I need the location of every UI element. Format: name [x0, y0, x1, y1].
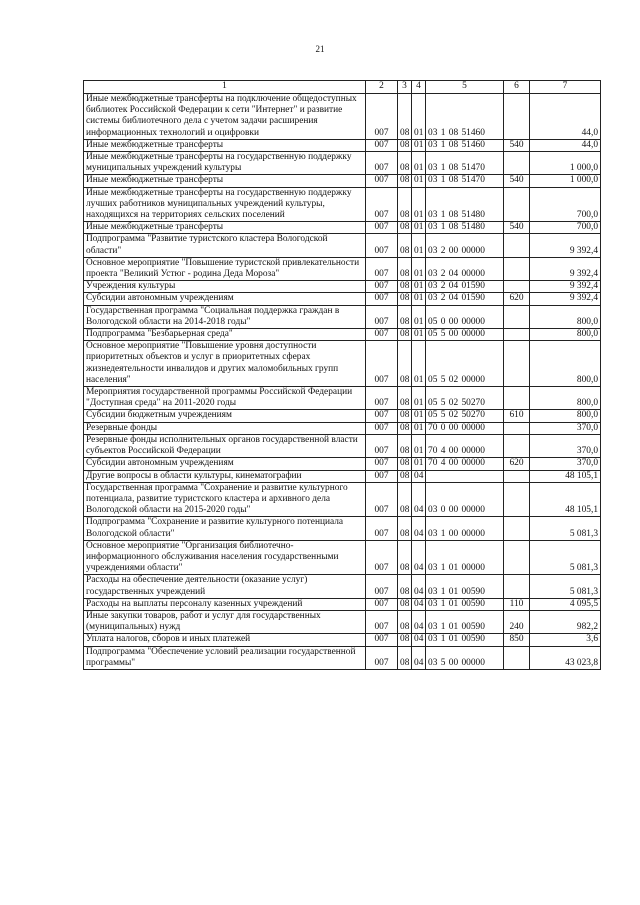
row-pr: 01 — [412, 422, 426, 434]
row-csr: 05 5 02 50270 — [426, 387, 504, 410]
table-row — [84, 305, 601, 328]
row-sum: 5 081,3 — [530, 540, 601, 575]
row-sum: 43 023,8 — [530, 646, 601, 669]
row-pr: 01 — [412, 139, 426, 151]
row-csr: 05 5 02 00000 — [426, 341, 504, 387]
row-vr — [504, 94, 530, 140]
row-name: Другие вопросы в области культуры, кинематографии — [84, 470, 366, 482]
row-name: Государственная программа "Социальная поддержка граждан в Вологодской области на 2014-2018 годы" — [84, 305, 366, 328]
row-ved: 007 — [366, 222, 398, 234]
row-vr — [504, 305, 530, 328]
row-pr: 01 — [412, 329, 426, 341]
row-rz: 08 — [398, 540, 412, 575]
row-csr: 05 5 00 00000 — [426, 329, 504, 341]
row-vr — [504, 257, 530, 280]
row-vr — [504, 234, 530, 257]
row-pr: 01 — [412, 94, 426, 140]
row-name: Иные межбюджетные трансферты — [84, 222, 366, 234]
row-name: Субсидии автономным учреждениям — [84, 458, 366, 470]
row-csr: 03 1 08 51480 — [426, 187, 504, 222]
row-pr: 01 — [412, 305, 426, 328]
row-ved: 007 — [366, 598, 398, 610]
row-csr — [426, 470, 504, 482]
row-ved: 007 — [366, 341, 398, 387]
row-sum: 9 392,4 — [530, 234, 601, 257]
row-rz: 08 — [398, 222, 412, 234]
row-pr: 01 — [412, 434, 426, 457]
row-ved: 007 — [366, 329, 398, 341]
table-header-row — [84, 81, 601, 94]
row-sum: 9 392,4 — [530, 293, 601, 305]
table-row — [84, 139, 601, 151]
row-rz: 08 — [398, 422, 412, 434]
row-pr: 01 — [412, 410, 426, 422]
table-row — [84, 387, 601, 410]
row-vr — [504, 646, 530, 669]
table-row — [84, 329, 601, 341]
row-rz: 08 — [398, 434, 412, 457]
row-sum: 5 081,3 — [530, 517, 601, 540]
row-csr: 03 2 04 00000 — [426, 257, 504, 280]
row-rz: 08 — [398, 281, 412, 293]
row-sum: 5 081,3 — [530, 575, 601, 598]
row-rz: 08 — [398, 94, 412, 140]
row-csr: 03 1 08 51480 — [426, 222, 504, 234]
table-row — [84, 434, 601, 457]
row-ved: 007 — [366, 517, 398, 540]
row-rz: 08 — [398, 646, 412, 669]
row-pr: 04 — [412, 598, 426, 610]
row-csr: 05 0 00 00000 — [426, 305, 504, 328]
row-sum: 1 000,0 — [530, 175, 601, 187]
row-sum: 800,0 — [530, 341, 601, 387]
table-row — [84, 410, 601, 422]
row-name: Резервные фонды исполнительных органов государственной власти субъектов Российской Федерации — [84, 434, 366, 457]
row-rz: 08 — [398, 470, 412, 482]
row-vr: 610 — [504, 410, 530, 422]
row-name: Иные межбюджетные трансферты на государственную поддержку лучших работников муниципальных учреждений культуры, находящихся на территориях сельских поселений — [84, 187, 366, 222]
row-pr: 01 — [412, 222, 426, 234]
row-pr: 01 — [412, 175, 426, 187]
row-pr: 01 — [412, 281, 426, 293]
table-row — [84, 187, 601, 222]
row-ved: 007 — [366, 257, 398, 280]
row-ved: 007 — [366, 281, 398, 293]
row-sum: 370,0 — [530, 458, 601, 470]
row-pr: 01 — [412, 257, 426, 280]
table-row — [84, 540, 601, 575]
row-pr: 04 — [412, 482, 426, 517]
header-col-7: 7 — [530, 81, 601, 94]
row-ved: 007 — [366, 94, 398, 140]
row-ved: 007 — [366, 410, 398, 422]
table-row — [84, 517, 601, 540]
row-ved: 007 — [366, 634, 398, 646]
row-rz: 08 — [398, 634, 412, 646]
row-pr: 01 — [412, 187, 426, 222]
row-name: Уплата налогов, сборов и иных платежей — [84, 634, 366, 646]
row-pr: 01 — [412, 152, 426, 175]
row-rz: 08 — [398, 293, 412, 305]
row-ved: 007 — [366, 305, 398, 328]
row-csr: 70 4 00 00000 — [426, 458, 504, 470]
header-col-6: 6 — [504, 81, 530, 94]
row-vr — [504, 281, 530, 293]
row-ved: 007 — [366, 422, 398, 434]
row-csr: 70 4 00 00000 — [426, 434, 504, 457]
table-row — [84, 634, 601, 646]
row-name: Субсидии автономным учреждениям — [84, 293, 366, 305]
header-col-2: 2 — [366, 81, 398, 94]
row-sum: 800,0 — [530, 410, 601, 422]
row-rz: 08 — [398, 139, 412, 151]
row-sum: 4 095,5 — [530, 598, 601, 610]
row-ved: 007 — [366, 575, 398, 598]
table-row — [84, 281, 601, 293]
row-vr: 240 — [504, 610, 530, 633]
row-rz: 08 — [398, 305, 412, 328]
row-pr: 04 — [412, 540, 426, 575]
budget-table — [83, 80, 601, 670]
row-rz: 08 — [398, 257, 412, 280]
header-col-5: 5 — [426, 81, 504, 94]
table-row — [84, 341, 601, 387]
row-name: Государственная программа "Сохранение и развитие культурного потенциала, развитие туристского кластера и архивного дела Вологодской области на 2015-2020 годы" — [84, 482, 366, 517]
row-rz: 08 — [398, 610, 412, 633]
row-pr: 01 — [412, 341, 426, 387]
row-name: Основное мероприятие "Повышение туристской привлекательности проекта "Великий Устюг - родина Деда Мороза" — [84, 257, 366, 280]
table-row — [84, 175, 601, 187]
row-vr: 540 — [504, 222, 530, 234]
row-ved: 007 — [366, 434, 398, 457]
row-csr: 70 0 00 00000 — [426, 422, 504, 434]
row-csr: 03 1 01 00000 — [426, 540, 504, 575]
row-rz: 08 — [398, 598, 412, 610]
row-vr: 620 — [504, 293, 530, 305]
row-ved: 007 — [366, 646, 398, 669]
row-vr — [504, 387, 530, 410]
row-sum: 700,0 — [530, 222, 601, 234]
row-csr: 03 2 04 01590 — [426, 281, 504, 293]
row-vr — [504, 329, 530, 341]
row-sum: 700,0 — [530, 187, 601, 222]
row-rz: 08 — [398, 341, 412, 387]
row-pr: 01 — [412, 234, 426, 257]
row-pr: 04 — [412, 610, 426, 633]
row-name: Учреждения культуры — [84, 281, 366, 293]
row-name: Иные межбюджетные трансферты — [84, 175, 366, 187]
header-col-1: 1 — [84, 81, 366, 94]
row-ved: 007 — [366, 187, 398, 222]
row-pr: 01 — [412, 293, 426, 305]
row-vr — [504, 517, 530, 540]
table-row — [84, 458, 601, 470]
table-row — [84, 646, 601, 669]
row-rz: 08 — [398, 152, 412, 175]
row-pr: 04 — [412, 517, 426, 540]
row-pr: 04 — [412, 646, 426, 669]
row-name: Подпрограмма "Безбарьерная среда" — [84, 329, 366, 341]
header-col-4: 4 — [412, 81, 426, 94]
table-row — [84, 152, 601, 175]
row-csr: 03 1 01 00590 — [426, 598, 504, 610]
row-sum: 370,0 — [530, 434, 601, 457]
row-csr: 03 1 00 00000 — [426, 517, 504, 540]
row-sum: 982,2 — [530, 610, 601, 633]
row-name: Мероприятия государственной программы Российской Федерации "Доступная среда" на 2011-2020 годы — [84, 387, 366, 410]
row-ved: 007 — [366, 152, 398, 175]
row-name: Расходы на выплаты персоналу казенных учреждений — [84, 598, 366, 610]
row-rz: 08 — [398, 329, 412, 341]
row-ved: 007 — [366, 234, 398, 257]
row-ved: 007 — [366, 175, 398, 187]
header-col-3: 3 — [398, 81, 412, 94]
row-ved: 007 — [366, 387, 398, 410]
row-vr: 620 — [504, 458, 530, 470]
row-rz: 08 — [398, 410, 412, 422]
table-row — [84, 293, 601, 305]
row-sum: 44,0 — [530, 94, 601, 140]
row-sum: 1 000,0 — [530, 152, 601, 175]
row-ved: 007 — [366, 470, 398, 482]
row-vr — [504, 187, 530, 222]
row-sum: 800,0 — [530, 329, 601, 341]
row-name: Иные закупки товаров, работ и услуг для государственных (муниципальных) нужд — [84, 610, 366, 633]
table-row — [84, 422, 601, 434]
row-csr: 03 5 00 00000 — [426, 646, 504, 669]
row-ved: 007 — [366, 482, 398, 517]
row-name: Основное мероприятие "Повышение уровня доступности приоритетных объектов и услуг в приоритетных сферах жизнедеятельности инвалидов и других маломобильных групп населения" — [84, 341, 366, 387]
table-row — [84, 598, 601, 610]
row-vr — [504, 341, 530, 387]
row-csr: 03 1 08 51460 — [426, 139, 504, 151]
row-name: Субсидии бюджетным учреждениям — [84, 410, 366, 422]
table-row — [84, 234, 601, 257]
row-vr: 110 — [504, 598, 530, 610]
row-name: Подпрограмма "Развитие туристского кластера Вологодской области" — [84, 234, 366, 257]
row-vr — [504, 470, 530, 482]
row-ved: 007 — [366, 293, 398, 305]
row-csr: 03 1 08 51470 — [426, 152, 504, 175]
table-row — [84, 470, 601, 482]
row-sum: 9 392,4 — [530, 281, 601, 293]
row-pr: 01 — [412, 387, 426, 410]
row-csr: 05 5 02 50270 — [426, 410, 504, 422]
row-vr: 540 — [504, 139, 530, 151]
row-pr: 04 — [412, 634, 426, 646]
row-name: Основное мероприятие "Организация библиотечно-информационного обслуживания населения государственными учреждениями области" — [84, 540, 366, 575]
row-csr: 03 1 01 00590 — [426, 634, 504, 646]
row-name: Расходы на обеспечение деятельности (оказание услуг) государственных учреждений — [84, 575, 366, 598]
row-sum: 370,0 — [530, 422, 601, 434]
row-rz: 08 — [398, 234, 412, 257]
row-rz: 08 — [398, 575, 412, 598]
row-csr: 03 1 01 00590 — [426, 610, 504, 633]
page-number: 21 — [315, 44, 325, 54]
row-sum: 9 392,4 — [530, 257, 601, 280]
row-name: Иные межбюджетные трансферты на подключение общедоступных библиотек Российской Федерации к сети "Интернет" и развитие системы библиотечного дела с учетом задачи расширения информационных технологий и оцифровки — [84, 94, 366, 140]
row-name: Подпрограмма "Сохранение и развитие культурного потенциала Вологодской области" — [84, 517, 366, 540]
row-csr: 03 2 00 00000 — [426, 234, 504, 257]
row-rz: 08 — [398, 387, 412, 410]
table-row — [84, 610, 601, 633]
row-rz: 08 — [398, 517, 412, 540]
table-row — [84, 482, 601, 517]
table-body — [84, 94, 601, 670]
row-csr: 03 1 08 51460 — [426, 94, 504, 140]
row-vr — [504, 434, 530, 457]
row-name: Иные межбюджетные трансферты — [84, 139, 366, 151]
row-pr: 04 — [412, 470, 426, 482]
row-vr: 850 — [504, 634, 530, 646]
row-rz: 08 — [398, 458, 412, 470]
row-ved: 007 — [366, 610, 398, 633]
table-row — [84, 222, 601, 234]
row-name: Резервные фонды — [84, 422, 366, 434]
row-sum: 48 105,1 — [530, 482, 601, 517]
row-sum: 48 105,1 — [530, 470, 601, 482]
row-ved: 007 — [366, 540, 398, 575]
row-vr — [504, 540, 530, 575]
row-csr: 03 2 04 01590 — [426, 293, 504, 305]
row-csr: 03 0 00 00000 — [426, 482, 504, 517]
row-pr: 01 — [412, 458, 426, 470]
row-vr: 540 — [504, 175, 530, 187]
row-vr — [504, 575, 530, 598]
row-csr: 03 1 08 51470 — [426, 175, 504, 187]
row-sum: 44,0 — [530, 139, 601, 151]
row-name: Иные межбюджетные трансферты на государственную поддержку муниципальных учреждений культуры — [84, 152, 366, 175]
row-ved: 007 — [366, 458, 398, 470]
row-name: Подпрограмма "Обеспечение условий реализации государственной программы" — [84, 646, 366, 669]
row-rz: 08 — [398, 187, 412, 222]
row-pr: 04 — [412, 575, 426, 598]
row-sum: 800,0 — [530, 305, 601, 328]
row-rz: 08 — [398, 482, 412, 517]
table-row — [84, 94, 601, 140]
table-row — [84, 257, 601, 280]
row-vr — [504, 422, 530, 434]
row-rz: 08 — [398, 175, 412, 187]
row-sum: 800,0 — [530, 387, 601, 410]
row-csr: 03 1 01 00590 — [426, 575, 504, 598]
row-ved: 007 — [366, 139, 398, 151]
row-vr — [504, 482, 530, 517]
table-row — [84, 575, 601, 598]
row-vr — [504, 152, 530, 175]
row-sum: 3,6 — [530, 634, 601, 646]
